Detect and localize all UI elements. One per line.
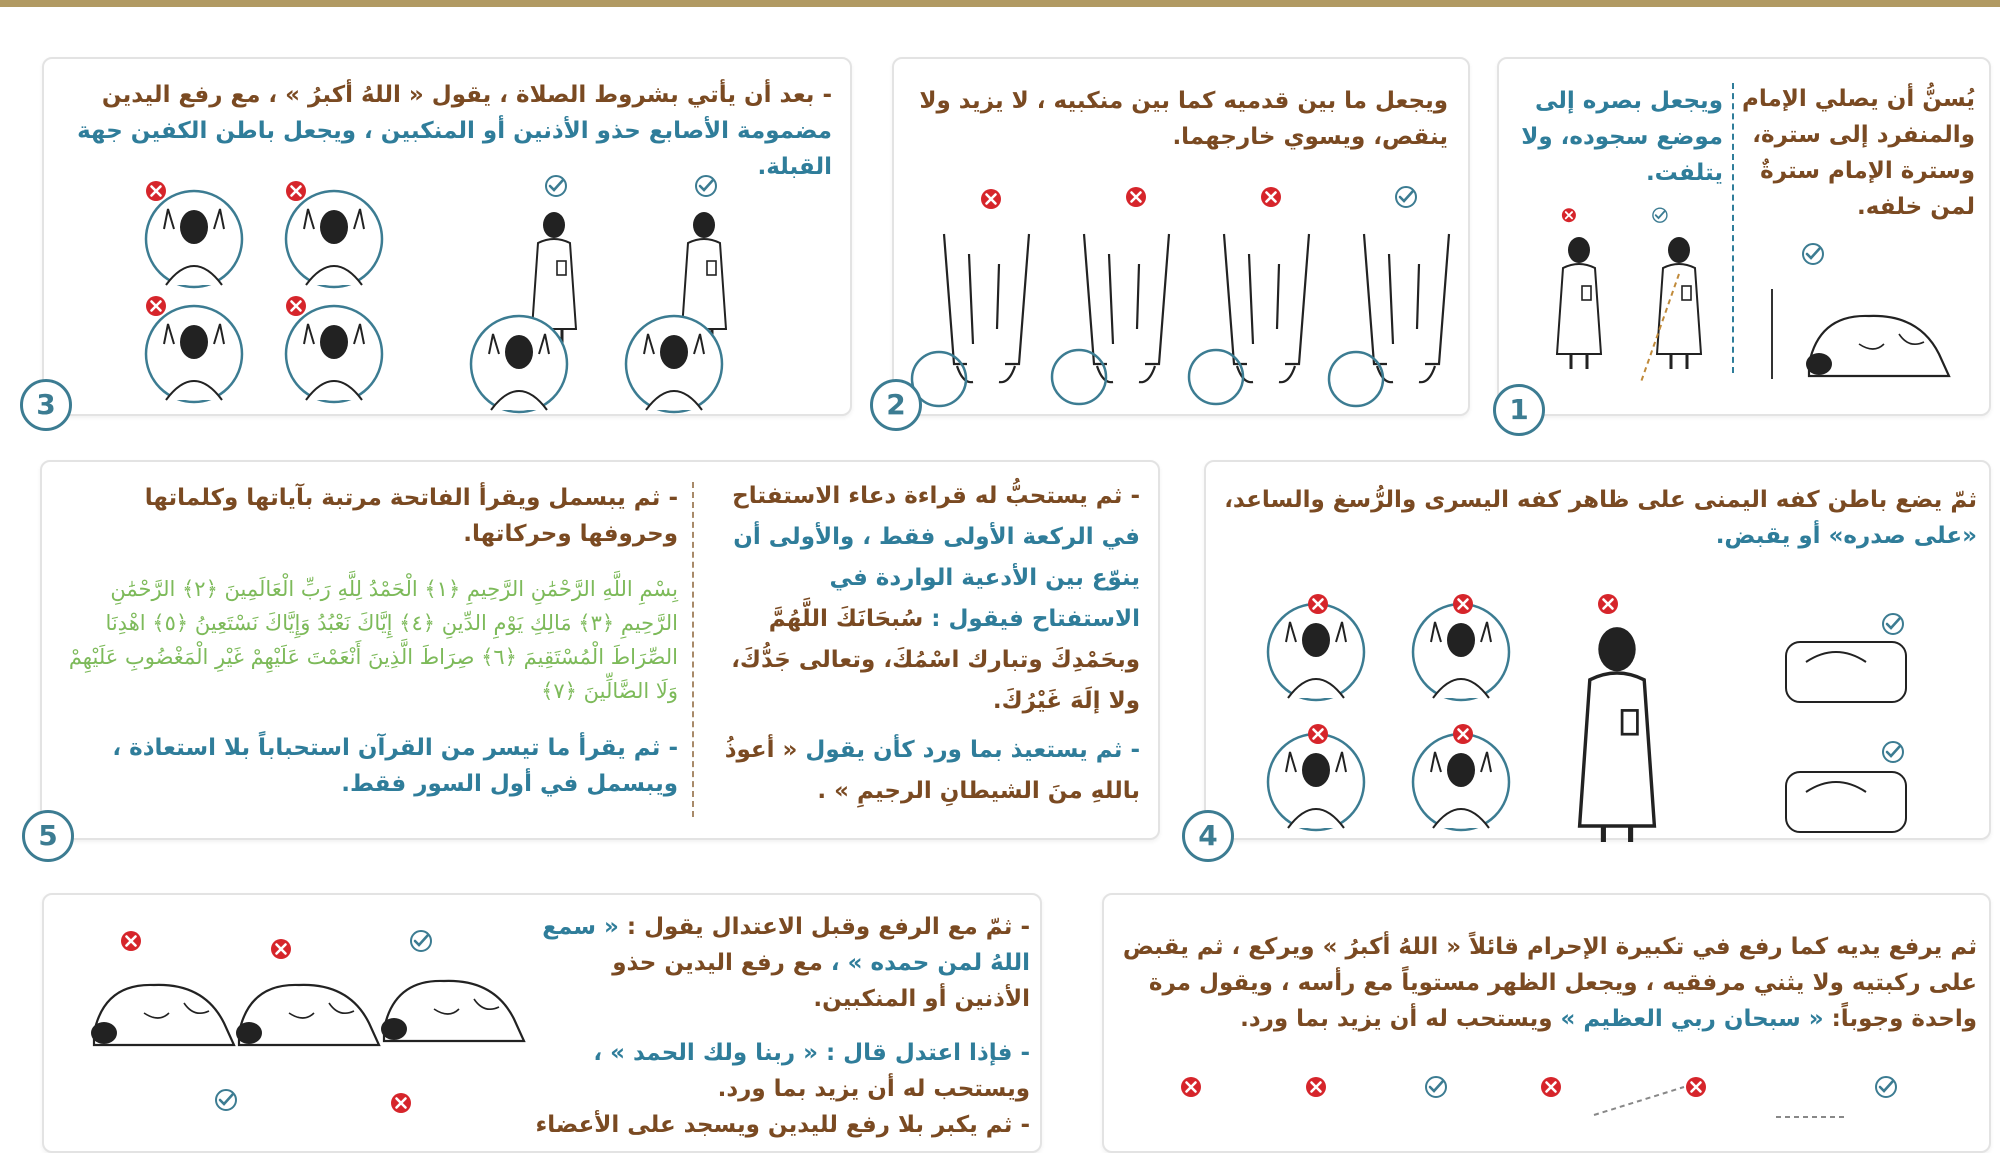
step-number-badge: 2 <box>870 379 922 431</box>
step-5-istiadha-brown: « أعوذُ باللهِ منَ الشيطانِ الرجيمِ » . <box>724 737 1140 804</box>
step-4-text-teal: «على صدره» أو يقبض. <box>1715 523 1977 549</box>
step-card-6 <box>1102 893 1991 1153</box>
step-card-3 <box>36 57 852 421</box>
sujud-figures <box>64 923 544 1123</box>
step-card-7 <box>42 893 1042 1153</box>
step-4-text-brown: ثمّ يضع باطن كفه اليمنى على ظاهر كفه اليسرى والرُّسغ والساعد، <box>1224 487 1977 513</box>
step-7-rising-teal: « سمع اللهُ لمن حمده » ، <box>542 914 1030 976</box>
step-7-rising-brown: - ثمّ مع الرفع وقبل الاعتدال يقول : <box>626 914 1030 940</box>
step-5-istiadha <box>720 730 1140 812</box>
step-3-text-brown: - بعد أن يأتي بشروط الصلاة ، يقول « اللهُ أكبرُ » ، مع رفع اليدين <box>101 82 832 108</box>
step-5-istiadha-teal: - ثم يستعيذ بما ورد كأن يقول <box>805 737 1140 763</box>
step-7-rising-brown-b: مع رفع اليدين حذو الأذنين أو المنكبين. <box>612 950 1030 1012</box>
step-6-text <box>1112 929 1977 1037</box>
step-card-4 <box>1198 460 1991 852</box>
step-1-text-gaze: ويجعل بصره إلى موضع سجوده، ولا يتلفت. <box>1521 88 1723 186</box>
step-3-text-teal: مضمومة الأصابع حذو الأذنين أو المنكبين ، ويجعل باطن الكفين جهة القبلة. <box>77 118 832 180</box>
step-5-istiftah <box>720 476 1140 722</box>
step-5-divider <box>692 482 694 817</box>
prostrating-figure <box>1784 234 1984 394</box>
step-2-text: ويجعل ما بين قدميه كما بين منكبيه ، لا يزيد ولا ينقص، ويسوي خارجهما. <box>919 88 1448 150</box>
step-card-1 <box>1497 57 1991 426</box>
step-7-standing-brown: ويستحب له أن يزيد بما ورد. <box>717 1076 1030 1102</box>
step-7-sujud: - ثم يكبر بلا رفع لليدين ويسجد على الأعضاء <box>535 1112 1030 1138</box>
top-accent-bar <box>0 0 2000 7</box>
step-6-text-teal: « سبحان ربي العظيم » <box>1560 1006 1824 1032</box>
hand-placement-figures <box>1266 572 1986 842</box>
step-card-5 <box>38 460 1160 852</box>
step-5-istiftah-teal: في الركعة الأولى فقط ، والأولى أن ينوّع بين الأدعية الواردة في الاستفتاح فيقول : <box>733 524 1140 632</box>
step-7-rising <box>530 909 1030 1017</box>
ruku-figures <box>1144 1065 1984 1125</box>
step-5-istiftah-brown: - ثم يستحبُّ له قراءة دعاء الاستفتاح <box>732 483 1140 509</box>
step-4-text <box>1217 482 1977 554</box>
sutra-line <box>1771 289 1773 379</box>
step-6-text-brown-2: ويستحب له أن يزيد بما ورد. <box>1240 1006 1553 1032</box>
standing-figures-gaze <box>1529 204 1729 404</box>
step-1-divider <box>1732 83 1734 373</box>
step-5-fatiha-quran: بِسْمِ اللَّهِ الرَّحْمَٰنِ الرَّحِيمِ ﴿١﴾ الْحَمْدُ لِلَّهِ رَبِّ الْعَالَمِينَ ﴿٢﴾ الرَّحْمَٰنِ الرَّحِيمِ ﴿٣﴾ مَالِكِ يَوْمِ الدِّينِ ﴿٤﴾ إِيَّاكَ نَعْبُدُ وَإِيَّاكَ نَسْتَعِينُ ﴿٥﴾ اهْدِنَا الصِّرَاطَ الْمُسْتَقِيمَ ﴿٦﴾ صِرَاطَ الَّذِينَ أَنْعَمْتَ عَلَيْهِمْ غَيْرِ الْمَغْضُوبِ عَلَيْهِمْ وَلَا الضَّالِّينَ ﴿٧﴾ <box>68 577 678 703</box>
step-5-fatiha-intro: - ثم يبسمل ويقرأ الفاتحة مرتبة بآياتها وكلماتها وحروفها وحركاتها. <box>144 485 678 547</box>
step-number-badge: 1 <box>1493 384 1545 436</box>
raising-hands-figures <box>464 164 834 414</box>
step-number-badge: 4 <box>1182 810 1234 862</box>
step-6-text-brown-1: ثم يرفع يديه كما رفع في تكبيرة الإحرام قائلاً « اللهُ أكبرُ » ويركع ، ثم يقبض على ركبتيه ولا يثني مرفقيه ، ويجعل الظهر مستوياً مع رأسه ، ويقول مرة واحدة وجوباً: <box>1122 934 1977 1032</box>
feet-stance-figures <box>904 179 1464 409</box>
step-card-2 <box>886 57 1470 421</box>
step-number-badge: 5 <box>22 810 74 862</box>
step-5-recite-quran: - ثم يقرأ ما تيسر من القرآن استحباباً بلا استعاذة ، ويبسمل في أول السور فقط. <box>112 735 678 797</box>
step-7-standing <box>530 1035 1030 1107</box>
step-number-badge: 3 <box>20 379 72 431</box>
step-7-standing-teal: - فإذا اعتدل قال : « ربنا ولك الحمد » ، <box>593 1040 1030 1066</box>
incorrect-hands-circles <box>144 179 404 419</box>
step-1-text-sutra: يُسنُّ أن يصلي الإمام والمنفرد إلى سترة، وسترة الإمام سترةٌ لمن خلفه. <box>1742 86 1975 220</box>
step-5-istiftah-dua: سُبحَانَكَ اللَّهُمَّ وبحَمْدِكَ وتبارك اسْمُكَ، وتعالى جَدُّكَ، ولا إلَهَ غَيْرُكَ. <box>731 606 1140 714</box>
